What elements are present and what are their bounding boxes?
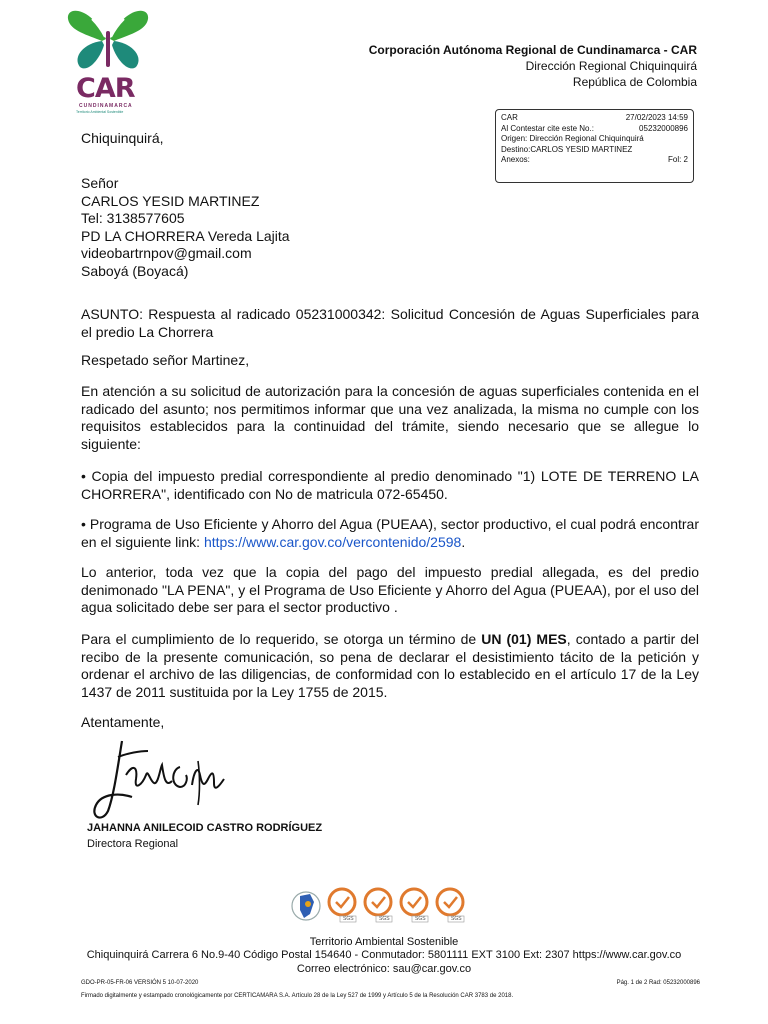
sgs-badge-4 <box>434 884 467 930</box>
recipient-address: PD LA CHORRERA Vereda Lajita <box>81 227 290 244</box>
recipient-phone: Tel: 3138577605 <box>81 210 185 226</box>
bullet-2-end: . <box>461 533 466 550</box>
sgs-badge-2 <box>362 884 395 930</box>
paragraph-term <box>81 631 699 701</box>
pueaa-link[interactable]: https://www.car.gov.co/vercontenido/2598 <box>203 533 462 550</box>
form-code: GDO-PR-05-FR-06 VERSIÓN 5 10-07-2020 <box>81 980 199 986</box>
term-text-a: Para el cumplimiento de lo requerido, se otorga un término de <box>81 631 482 647</box>
city-line: Chiquinquirá, <box>81 130 164 146</box>
stamp-destination: Destino:CARLOS YESID MARTINEZ <box>501 144 633 154</box>
country-name: República de Colombia <box>572 75 697 89</box>
stamp-cite-number: 05232000896 <box>639 123 688 133</box>
paragraph-intro: En atención a su solicitud de autorización para la concesión de aguas superficiales contenida en el radicado del asunto; nos permitimos informar que una vez analizada, la misma no cumple con los requisitos establecidos para la continuidad del trámite, siendo necesario que se allegue lo siguiente: <box>81 383 699 452</box>
logo-tagline: Territorio Ambiental Sostenible <box>76 110 124 114</box>
signer-name: JAHANNA ANILECOID CASTRO RODRÍGUEZ <box>87 822 323 834</box>
certification-badges <box>290 884 466 934</box>
stamp-annexes: Anexos: <box>501 155 530 164</box>
stamp-entity: CAR <box>501 113 518 122</box>
recipient-location: Saboyá (Boyacá) <box>81 262 189 279</box>
requirement-bullet-2 <box>81 516 699 551</box>
letterhead <box>369 42 697 90</box>
sgs-label-3: SGS <box>415 916 426 922</box>
footer-address: Chiquinquirá Carrera 6 No.9-40 Código Postal 154640 - Conmutador: 5801111 EXT 3100 Ext: 2307 https://www.car.gov.co <box>86 949 682 961</box>
requirement-bullet-1: • Copia del impuesto predial correspondiente al predio denominado "1) LOTE DE TERRENO LA CHORRERA", identificado con No de matricula 072-65450. <box>81 468 699 502</box>
car-logo <box>62 5 154 117</box>
stamp-origin: Origen: Dirección Regional Chiquinquirá <box>501 134 644 143</box>
sgs-label-1: SGS <box>343 916 354 922</box>
bullet-2-text: • Programa de Uso Eficiente y Ahorro del Agua (PUEAA), sector productivo, el cual podrá encontrar en el siguiente link: <box>81 516 699 550</box>
paragraph-reason: Lo anterior, toda vez que la copia del pago del impuesto predial allegada, es del predio denimonado "LA PENA", y el Programa de Uso Eficiente y Ahorro del Agua (PUEAA), por el uso del agua solicitado debe ser para el sector productivo . <box>81 564 699 615</box>
digital-signature-note: Firmado digitalmente y estampado cronológicamente por CERTICAMARA S.A. Artículo 28 de la Ley 527 de 1999 y Artículo 5 de la Resolución CAR 3783 de 2018. <box>81 993 514 999</box>
sgs-label-2: SGS <box>379 916 390 922</box>
handwritten-signature <box>88 735 228 823</box>
direction-name: Dirección Regional Chiquinquirá <box>525 59 697 73</box>
stamp-cite-label: Al Contestar cite este No.: <box>501 123 594 133</box>
sgs-badge-1 <box>326 884 359 930</box>
colombia-map-badge <box>290 884 323 930</box>
recipient-name: CARLOS YESID MARTINEZ <box>81 192 260 209</box>
term-text-b: , contado a partir del recibo de la presente comunicación, so pena de declarar el desistimiento tácito de la petición y ordenar el archivo de las diligencias, de conformidad con lo establecido en el artículo 17 de la Ley 1437 de 2011 sustituida por la Ley 1755 de 2015. <box>81 631 700 700</box>
recipient-email: videobartrnpov@gmail.com <box>81 245 252 261</box>
stamp-datetime: 27/02/2023 14:59 <box>625 113 688 122</box>
signer-role: Directora Regional <box>87 838 179 850</box>
term-duration: UN (01) MES <box>481 631 567 647</box>
closing: Atentamente, <box>81 714 165 730</box>
logo-subtitle: CUNDINAMARCA <box>79 103 133 109</box>
stamp-folios: Fol: 2 <box>667 155 688 164</box>
subject-line: ASUNTO: Respuesta al radicado 05231000342: Solicitud Concesión de Aguas Superficiales para el predio La Chorrera <box>81 306 699 340</box>
recipient-salutation: Señor <box>81 175 119 191</box>
sgs-label-4: SGS <box>451 916 462 922</box>
page-info: Pág. 1 de 2 Rad: 05232000896 <box>616 980 700 986</box>
org-name: Corporación Autónoma Regional de Cundinamarca - CAR <box>368 43 697 57</box>
recipient-block <box>81 175 699 280</box>
greeting: Respetado señor Martinez, <box>81 352 250 368</box>
footer-slogan: Territorio Ambiental Sostenible <box>309 936 459 948</box>
footer-email: Correo electrónico: sau@car.gov.co <box>296 963 472 975</box>
sgs-badge-3 <box>398 884 431 930</box>
butterfly-icon <box>62 5 154 75</box>
logo-wordmark: CAR <box>76 73 135 104</box>
